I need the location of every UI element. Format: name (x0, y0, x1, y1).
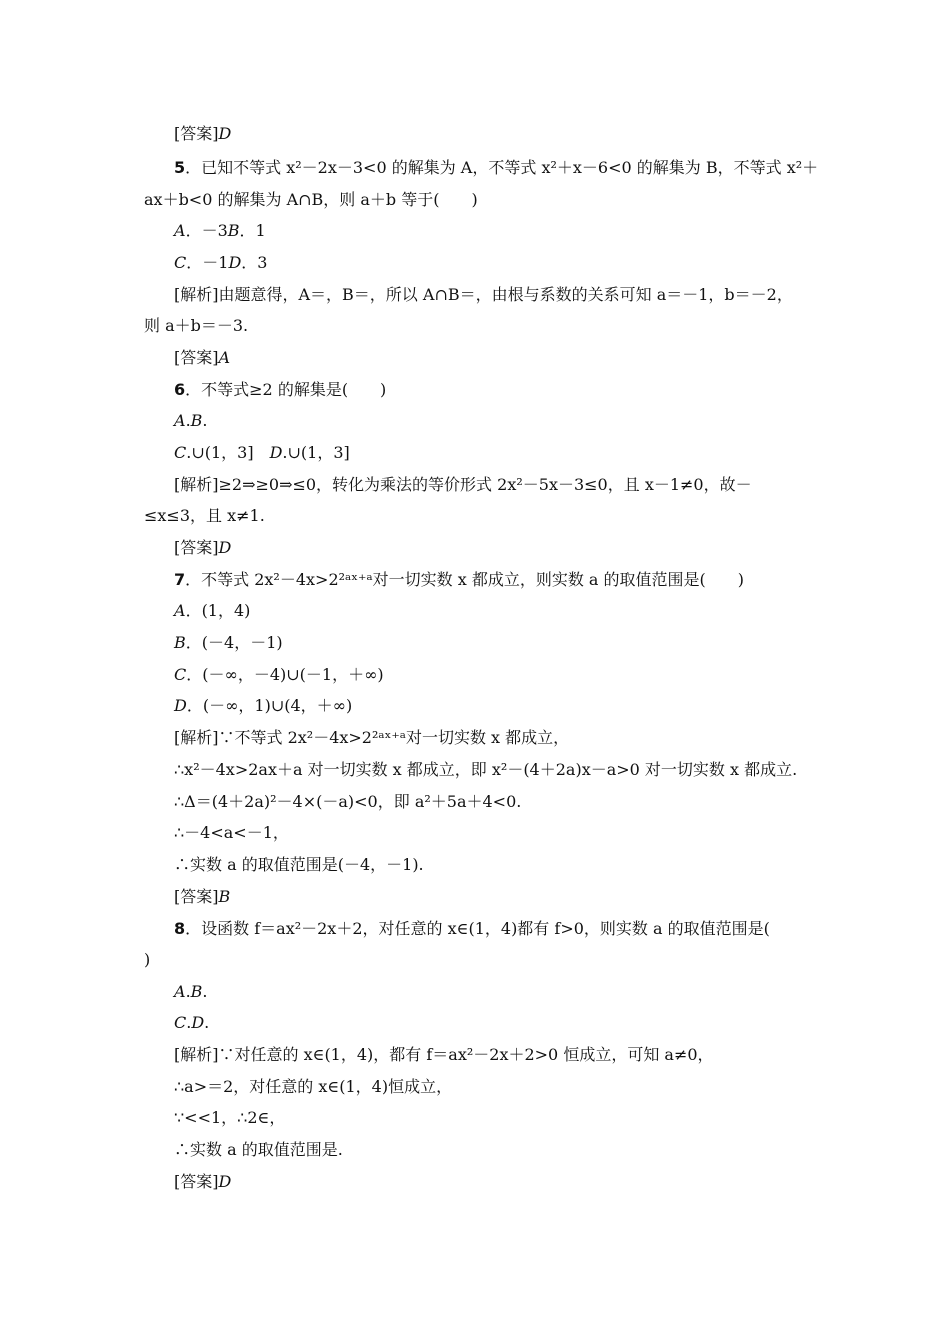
analysis-line: ∵<<1，∴2∈， (174, 1108, 286, 1127)
answer-line: [答案]D (174, 1172, 232, 1191)
analysis-line: ∴Δ＝(4＋2a)²－4×(－a)<0，即 a²＋5a＋4<0. (174, 792, 522, 811)
answer-line: [答案]D (174, 124, 232, 143)
analysis-line: ∴a>＝2，对任意的 x∈(1，4)恒成立， (174, 1077, 453, 1096)
analysis-line: [解析]由题意得，A＝，B＝，所以 A∩B＝，由根与系数的关系可知 a＝－1，b＝－2， (174, 285, 793, 304)
analysis-line: [解析]∵不等式 2x²－4x>2²ᵃˣ⁺ᵃ对一切实数 x 都成立， (174, 728, 570, 747)
analysis-line: ∴实数 a 的取值范围是(－4，－1). (174, 855, 424, 874)
answer-line: [答案]B (174, 887, 231, 906)
option-line: C.∪(1，3] D.∪(1，3] (174, 443, 350, 462)
question-8-line-1: 8．设函数 f＝ax²－2x＋2，对任意的 x∈(1，4)都有 f>0，则实数 a 的取值范围是( (174, 919, 770, 938)
answer-line: [答案]D (174, 538, 232, 557)
analysis-line: ∴实数 a 的取值范围是. (174, 1140, 343, 1159)
analysis-line: ∴－4<a<－1， (174, 823, 289, 842)
analysis-line: [解析]≥2⇒≥0⇒≤0，转化为乘法的等价形式 2x²－5x－3≤0，且 x－1≠0，故－ (174, 475, 752, 494)
analysis-line: ∴x²－4x>2ax＋a 对一切实数 x 都成立，即 x²－(4＋2a)x－a>0 对一切实数 x 都成立. (174, 760, 798, 779)
option-line: C．－1D．3 (174, 253, 268, 272)
question-8-line-2: ) (144, 950, 151, 969)
analysis-line: [解析]∵对任意的 x∈(1，4)，都有 f＝ax²－2x＋2>0 恒成立，可知 a≠0， (174, 1045, 714, 1064)
option-line: C．(－∞，－4)∪(－1，＋∞) (174, 665, 384, 684)
analysis-line: 则 a＋b＝－3. (144, 316, 249, 335)
option-line: A．(1，4) (174, 601, 251, 620)
option-line: D．(－∞，1)∪(4，＋∞) (174, 696, 353, 715)
question-7-line: 7．不等式 2x²－4x>2²ᵃˣ⁺ᵃ对一切实数 x 都成立，则实数 a 的取值范围是( ) (174, 570, 745, 589)
option-line: B．(－4，－1) (174, 633, 283, 652)
option-line: A.B. (174, 982, 208, 1001)
analysis-line: ≤x≤3，且 x≠1. (144, 506, 265, 525)
question-5-line-1: 5．已知不等式 x²－2x－3<0 的解集为 A，不等式 x²＋x－6<0 的解集为 B，不等式 x²＋ (174, 158, 819, 177)
answer-line: [答案]A (174, 348, 231, 367)
option-line: A．－3B．1 (174, 221, 266, 240)
question-6-line: 6．不等式≥2 的解集是( ) (174, 380, 387, 399)
question-5-line-2: ax＋b<0 的解集为 A∩B，则 a＋b 等于( ) (144, 190, 478, 209)
option-line: C.D. (174, 1013, 210, 1032)
option-line: A.B. (174, 411, 208, 430)
